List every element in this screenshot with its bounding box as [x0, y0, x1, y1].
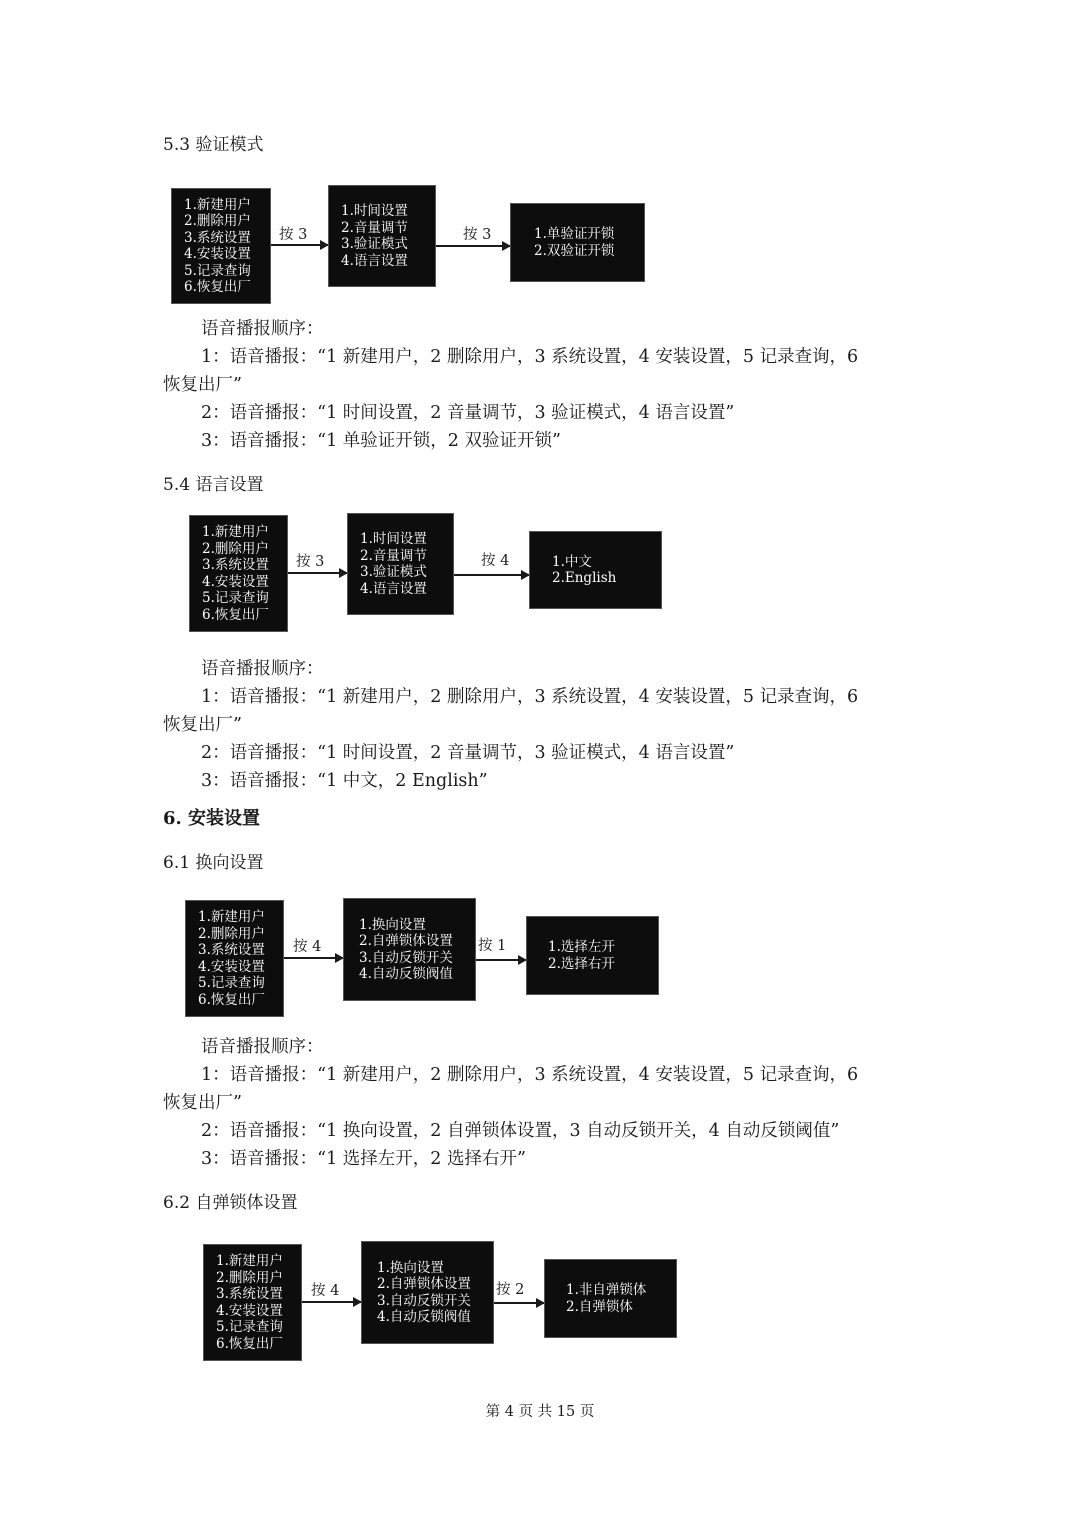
- menu-box-verify-mode: [510, 203, 645, 282]
- flow-arrow: [288, 572, 347, 574]
- flow-arrow: [284, 957, 343, 959]
- flow-arrow: [454, 574, 529, 576]
- chapter-heading-6: 6. 安装设置: [163, 808, 261, 829]
- voice-line-3: 3：语音播报：“1 中文，2 English”: [201, 771, 488, 791]
- voice-order-title: 语音播报顺序：: [201, 319, 324, 339]
- menu-item: 3.验证模式: [341, 236, 408, 252]
- voice-line-2: 2：语音播报：“1 换向设置，2 自弹锁体设置，3 自动反锁开关，4 自动反锁阈值”: [201, 1121, 840, 1141]
- menu-item: 4.安装设置: [202, 573, 269, 590]
- menu-item: 2.自弹锁体设置: [377, 1276, 471, 1292]
- menu-item: 2.删除用户: [198, 925, 265, 942]
- menu-item: 5.记录查询: [216, 1319, 283, 1335]
- menu-item: 3.验证模式: [360, 564, 427, 580]
- arrow-label: 按 3: [296, 554, 325, 570]
- voice-line-1: 1：语音播报：“1 新建用户，2 删除用户，3 系统设置，4 安装设置，5 记录查询，6: [201, 687, 859, 707]
- menu-item: 2.自弹锁体: [566, 1298, 633, 1315]
- menu-box-main: [171, 188, 271, 304]
- menu-item: 4.安装设置: [216, 1302, 283, 1319]
- menu-item: 1.新建用户: [198, 909, 265, 925]
- menu-item: 4.自动反锁阀值: [359, 966, 453, 982]
- arrow-label: 按 3: [463, 227, 492, 243]
- menu-item: 3.系统设置: [184, 229, 251, 246]
- voice-order-title: 语音播报顺序：: [201, 659, 324, 679]
- menu-item: 6.恢复出厂: [198, 991, 265, 1008]
- flow-arrow: [494, 1302, 544, 1304]
- arrow-label: 按 4: [311, 1283, 340, 1299]
- voice-line-1-cont: 恢复出厂”: [163, 375, 242, 395]
- flow-arrow: [302, 1301, 361, 1303]
- voice-line-1-cont: 恢复出厂”: [163, 1093, 242, 1113]
- menu-item: 2.选择右开: [548, 955, 615, 972]
- menu-box-main: [189, 515, 288, 632]
- menu-item: 1.选择左开: [548, 939, 615, 955]
- menu-item: 6.恢复出厂: [184, 279, 251, 295]
- menu-item: 1.换向设置: [377, 1259, 444, 1276]
- section-heading-6-1: 6.1 换向设置: [163, 853, 264, 873]
- menu-box-install-settings: [343, 898, 476, 1001]
- menu-box-system-settings: [328, 185, 436, 287]
- voice-line-1: 1：语音播报：“1 新建用户，2 删除用户，3 系统设置，4 安装设置，5 记录查询，6: [201, 347, 859, 367]
- arrow-label: 按 4: [293, 939, 322, 955]
- arrow-label: 按 4: [481, 553, 510, 569]
- voice-line-2: 2：语音播报：“1 时间设置，2 音量调节，3 验证模式，4 语言设置”: [201, 743, 735, 763]
- menu-item: 1.中文: [552, 553, 592, 570]
- menu-item: 6.恢复出厂: [216, 1335, 283, 1352]
- menu-item: 2.音量调节: [341, 219, 408, 236]
- voice-order-title: 语音播报顺序：: [201, 1037, 324, 1057]
- voice-line-2: 2：语音播报：“1 时间设置，2 音量调节，3 验证模式，4 语言设置”: [201, 403, 735, 423]
- voice-line-3: 3：语音播报：“1 选择左开，2 选择右开”: [201, 1149, 526, 1169]
- section-heading-5-3: 5.3 验证模式: [163, 135, 264, 155]
- menu-item: 4.安装设置: [198, 958, 265, 975]
- menu-item: 4.语言设置: [341, 252, 408, 269]
- menu-box-system-settings: [347, 513, 454, 615]
- voice-line-3: 3：语音播报：“1 单验证开锁，2 双验证开锁”: [201, 431, 561, 451]
- voice-line-1: 1：语音播报：“1 新建用户，2 删除用户，3 系统设置，4 安装设置，5 记录查询，6: [201, 1065, 859, 1085]
- menu-item: 1.时间设置: [360, 531, 427, 547]
- menu-box-main: [203, 1244, 302, 1361]
- menu-item: 2.双验证开锁: [534, 242, 615, 259]
- arrow-label: 按 2: [496, 1282, 525, 1298]
- section-heading-5-4: 5.4 语言设置: [163, 475, 264, 495]
- section-heading-6-2: 6.2 自弹锁体设置: [163, 1193, 298, 1213]
- menu-item: 5.记录查询: [202, 590, 269, 606]
- menu-item: 4.语言设置: [360, 580, 427, 597]
- menu-item: 5.记录查询: [198, 975, 265, 991]
- menu-item: 3.系统设置: [216, 1286, 283, 1302]
- menu-box-direction: [526, 916, 659, 995]
- menu-box-main: [185, 900, 284, 1017]
- menu-item: 3.自动反锁开关: [359, 949, 453, 966]
- menu-item: 2.音量调节: [360, 547, 427, 564]
- menu-item: 1.新建用户: [216, 1253, 283, 1269]
- menu-item: 5.记录查询: [184, 262, 251, 279]
- flow-arrow: [436, 245, 510, 247]
- menu-box-lock-body: [544, 1259, 677, 1338]
- menu-item: 1.新建用户: [184, 196, 251, 213]
- menu-item: 1.时间设置: [341, 203, 408, 219]
- flow-arrow: [271, 244, 328, 246]
- menu-item: 1.单验证开锁: [534, 226, 615, 242]
- menu-item: 1.新建用户: [202, 524, 269, 540]
- menu-item: 3.系统设置: [198, 942, 265, 958]
- menu-box-install-settings: [361, 1241, 494, 1344]
- arrow-label: 按 3: [279, 227, 308, 243]
- flow-arrow: [476, 959, 526, 961]
- menu-item: 2.English: [552, 570, 617, 586]
- page-footer: 第 4 页 共 15 页: [485, 1404, 595, 1420]
- menu-item: 3.自动反锁开关: [377, 1292, 471, 1309]
- voice-line-1-cont: 恢复出厂”: [163, 715, 242, 735]
- menu-item: 4.自动反锁阀值: [377, 1309, 471, 1325]
- menu-item: 1.换向设置: [359, 916, 426, 933]
- menu-item: 4.安装设置: [184, 246, 251, 262]
- menu-item: 2.删除用户: [202, 540, 269, 557]
- menu-item: 2.自弹锁体设置: [359, 933, 453, 949]
- arrow-label: 按 1: [478, 938, 507, 954]
- menu-item: 1.非自弹锁体: [566, 1282, 647, 1298]
- menu-item: 2.删除用户: [216, 1269, 283, 1286]
- menu-box-language: [529, 531, 662, 609]
- menu-item: 2.删除用户: [184, 213, 251, 229]
- menu-item: 3.系统设置: [202, 557, 269, 573]
- menu-item: 6.恢复出厂: [202, 606, 269, 623]
